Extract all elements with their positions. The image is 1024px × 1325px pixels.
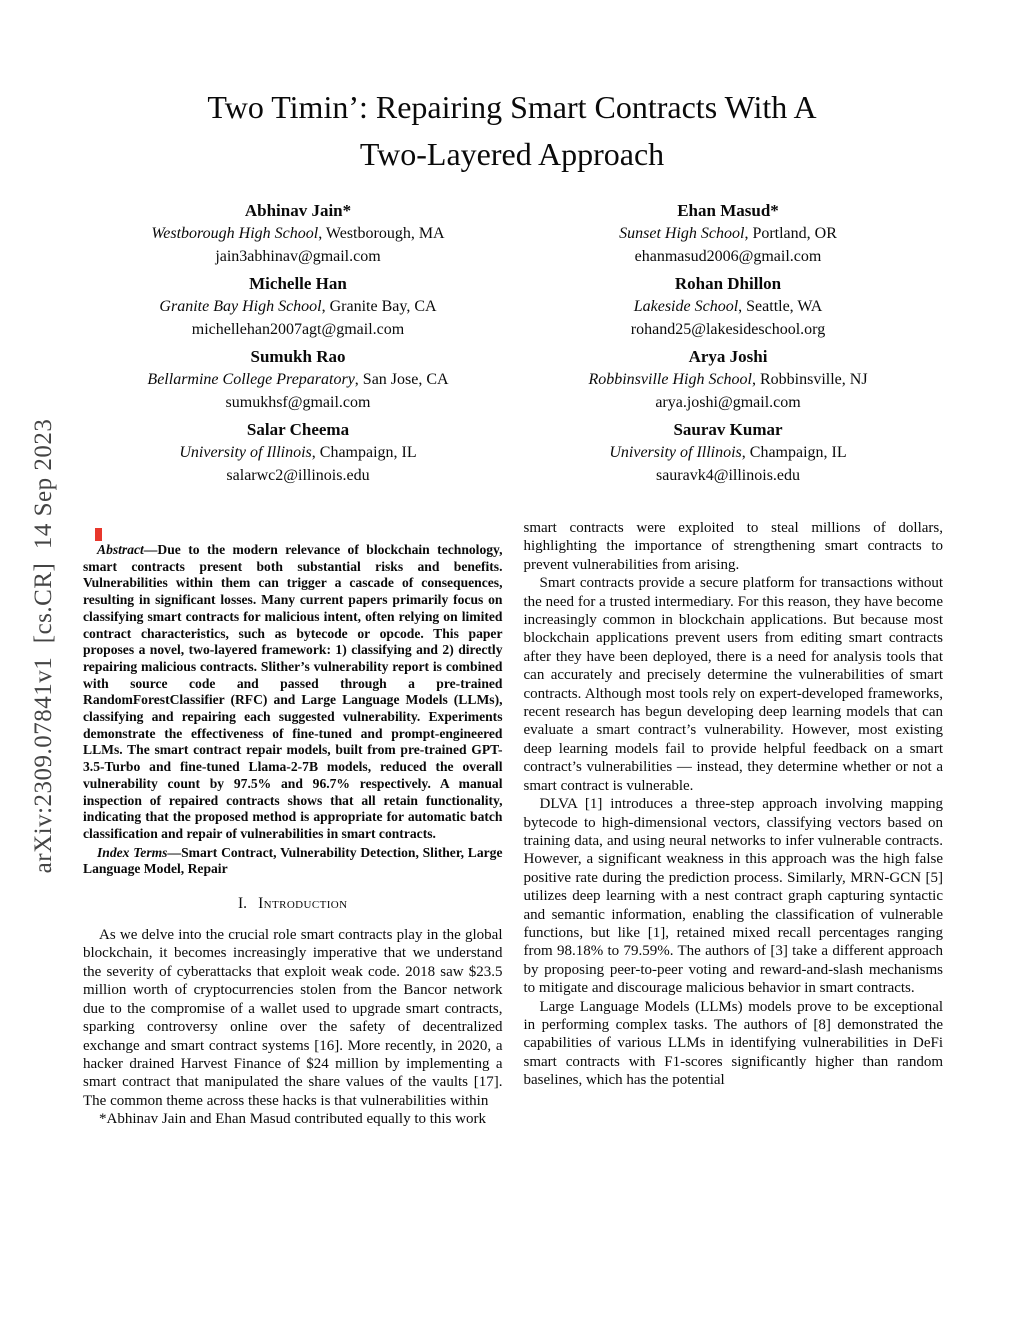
author-block — [83, 418, 513, 487]
equal-contribution-footnote: *Abhinav Jain and Ehan Masud contributed equally to this work — [99, 1111, 487, 1128]
left-column — [83, 519, 503, 1129]
abstract — [83, 542, 503, 843]
paper-title-line2: Two-Layered Approach — [359, 136, 665, 172]
author-block — [513, 272, 943, 341]
author-school: Granite Bay High School — [159, 298, 322, 315]
index-terms — [83, 845, 503, 878]
right-column — [524, 519, 944, 1129]
author-affiliation — [83, 368, 513, 391]
paragraph: Large Language Models (LLMs) models prove to be exceptional in performing complex tasks. The authors of [8] demonstrated the capabilities of various LLMs in identifying vulnerabilities in DeFi smart contracts with F1-scores significantly higher than random baselines, which has the potential — [523, 998, 943, 1089]
author-block — [513, 199, 943, 268]
author-affiliation — [83, 295, 513, 318]
author-location: , Seattle, WA — [738, 298, 823, 315]
author-name: Saurav Kumar — [673, 420, 783, 439]
intro-paragraph: As we delve into the crucial role smart contracts play in the global blockchain, it becomes increasingly imperative that we understand the severity of cyberattacks that exploit weak code. 2018 saw $23.5 million worth of cryptocurrencies stolen from the Bancor network due to the compromise of a wallet used to upgrade smart contracts, sparking controversy online over the safety of decentralized exchange and smart contract systems [16]. More recently, in 2020, a hacker drained Harvest Finance of $24 million by implementing a smart contract that manipulated the share values of the vaults [17]. The common theme across these hacks is that vulnerabilities within — [83, 927, 503, 1109]
author-email: ehanmasud2006@gmail.com — [634, 248, 822, 265]
author-email: sauravk4@illinois.edu — [655, 467, 801, 484]
author-name: Arya Joshi — [688, 347, 768, 366]
author-email: michellehan2007agt@gmail.com — [191, 321, 405, 338]
author-school: Bellarmine College Preparatory — [147, 371, 355, 388]
arxiv-watermark: arXiv:2309.07841v1 [cs.CR] 14 Sep 2023 — [30, 418, 57, 874]
author-location: , Westborough, MA — [318, 225, 445, 242]
author-affiliation — [513, 441, 943, 464]
author-school: Sunset High School — [619, 225, 745, 242]
author-school: Westborough High School — [151, 225, 319, 242]
author-school: University of Illinois — [609, 444, 742, 461]
author-affiliation — [83, 222, 513, 245]
author-block — [513, 418, 943, 487]
author-location: , Champaign, IL — [311, 444, 417, 461]
section-number: I. — [238, 895, 248, 913]
author-name: Sumukh Rao — [250, 347, 346, 366]
author-block — [83, 199, 513, 268]
author-location: , San Jose, CA — [354, 371, 449, 388]
author-email: sumukhsf@gmail.com — [225, 394, 371, 411]
author-email: rohand25@lakesideschool.org — [630, 321, 826, 338]
author-location: , Granite Bay, CA — [321, 298, 437, 315]
author-affiliation — [83, 441, 513, 464]
abstract-label: Abstract— — [97, 542, 158, 557]
author-name: Salar Cheema — [246, 420, 350, 439]
author-block — [83, 272, 513, 341]
author-location: , Robbinsville, NJ — [751, 371, 868, 388]
author-email: jain3abhinav@gmail.com — [215, 248, 381, 265]
author-name: Ehan Masud* — [677, 201, 779, 220]
author-affiliation — [513, 368, 943, 391]
author-location: , Champaign, IL — [741, 444, 847, 461]
two-column-body — [83, 519, 943, 1129]
author-affiliation — [513, 222, 943, 245]
author-location: , Portland, OR — [744, 225, 837, 242]
author-school: Lakeside School — [633, 298, 739, 315]
paragraph: Smart contracts provide a secure platform for transactions without the need for a trusted intermediary. For this reason, they have become increasingly common in blockchain applications. But because most blockchain applications prevent users from editing smart contracts after they have been deployed, there is a need for analysis tools that can accurately and precisely determine the vulnerabilities of smart contracts. Although most tools rely on expert-developed frameworks, recent research has begun developing deep learning models that can evaluate a smart contract’s vulnerability. However, most existing deep learning models fail to provide helpful feedback on a smart contract’s vulnerabilities — instead, they determine whether or not a smart contract is vulnerable. — [523, 575, 943, 794]
author-school: University of Illinois — [179, 444, 312, 461]
section-title: Introduction — [258, 895, 348, 913]
author-email: salarwc2@illinois.edu — [226, 467, 370, 484]
author-block — [513, 345, 943, 414]
author-block — [83, 345, 513, 414]
author-name: Abhinav Jain* — [244, 201, 352, 220]
index-terms-label: Index Terms— — [97, 844, 182, 860]
paragraph: DLVA [1] introduces a three-step approach involving mapping bytecode to high-dimensional vectors, classifying vectors based on training data, and using neural networks to infer vulnerable contracts. However, a significant weakness in this approach was the high false positive rate during the prediction process. Similarly, MRN-GCN [5] utilizes deep learning with a nest contract graph capturing syntactic and semantic information, enabling the classification of vulnerable functions, but like [1], retained mixed recall percentages ranging from 98.18% to 79.59%. The authors of [3] take a different approach by proposing peer-to-peer voting and reward-and-slash mechanisms to mitigate and discourage malicious behavior in smart contracts. — [523, 796, 943, 997]
author-affiliation — [513, 295, 943, 318]
paper-title — [0, 84, 1024, 178]
paragraph: smart contracts were exploited to steal millions of dollars, highlighting the importance of strengthening smart contracts to prevent vulnerabilities from arising. — [523, 520, 943, 573]
author-email: arya.joshi@gmail.com — [655, 394, 801, 411]
section-heading-introduction — [83, 895, 503, 913]
abstract-text: Due to the modern relevance of blockchain technology, smart contracts present both substantial risks and benefits. Vulnerabilities within them can trigger a cascade of consequences, resulting in significant losses. Many current papers primarily focus on classifying smart contracts for malicious intent, often relying on limited contract characteristics, such as bytecode or opcode. This paper proposes a novel, two-layered framework: 1) classifying and 2) directly repairing malicious contracts. Slither’s vulnerability report is combined with source code and passed through a pre-trained RandomForestClassifier (RFC) and Large Language Models (LLMs), classifying and repairing each suggested vulnerability. Experiments demonstrate the effectiveness of fine-tuned and prompt-engineered LLMs. The smart contract repair models, built from pre-trained GPT-3.5-Turbo and fine-tuned Llama-2-7B models, reduced the overall vulnerability count by 97.5% and 96.7% respectively. A manual inspection of repaired contracts shows that all retain functionality, indicating that the proposed method is appropriate for automatic batch classification and repair of vulnerabilities in smart contracts. — [83, 542, 503, 841]
authors-grid — [83, 199, 943, 488]
author-school: Robbinsville High School — [588, 371, 752, 388]
paper-title-line1: Two Timin’: Repairing Smart Contracts With A — [207, 89, 817, 125]
index-terms-text: Smart Contract, Vulnerability Detection, Slither, Large Language Model, Repair — [83, 844, 503, 877]
author-name: Rohan Dhillon — [674, 274, 782, 293]
author-name: Michelle Han — [249, 274, 347, 293]
